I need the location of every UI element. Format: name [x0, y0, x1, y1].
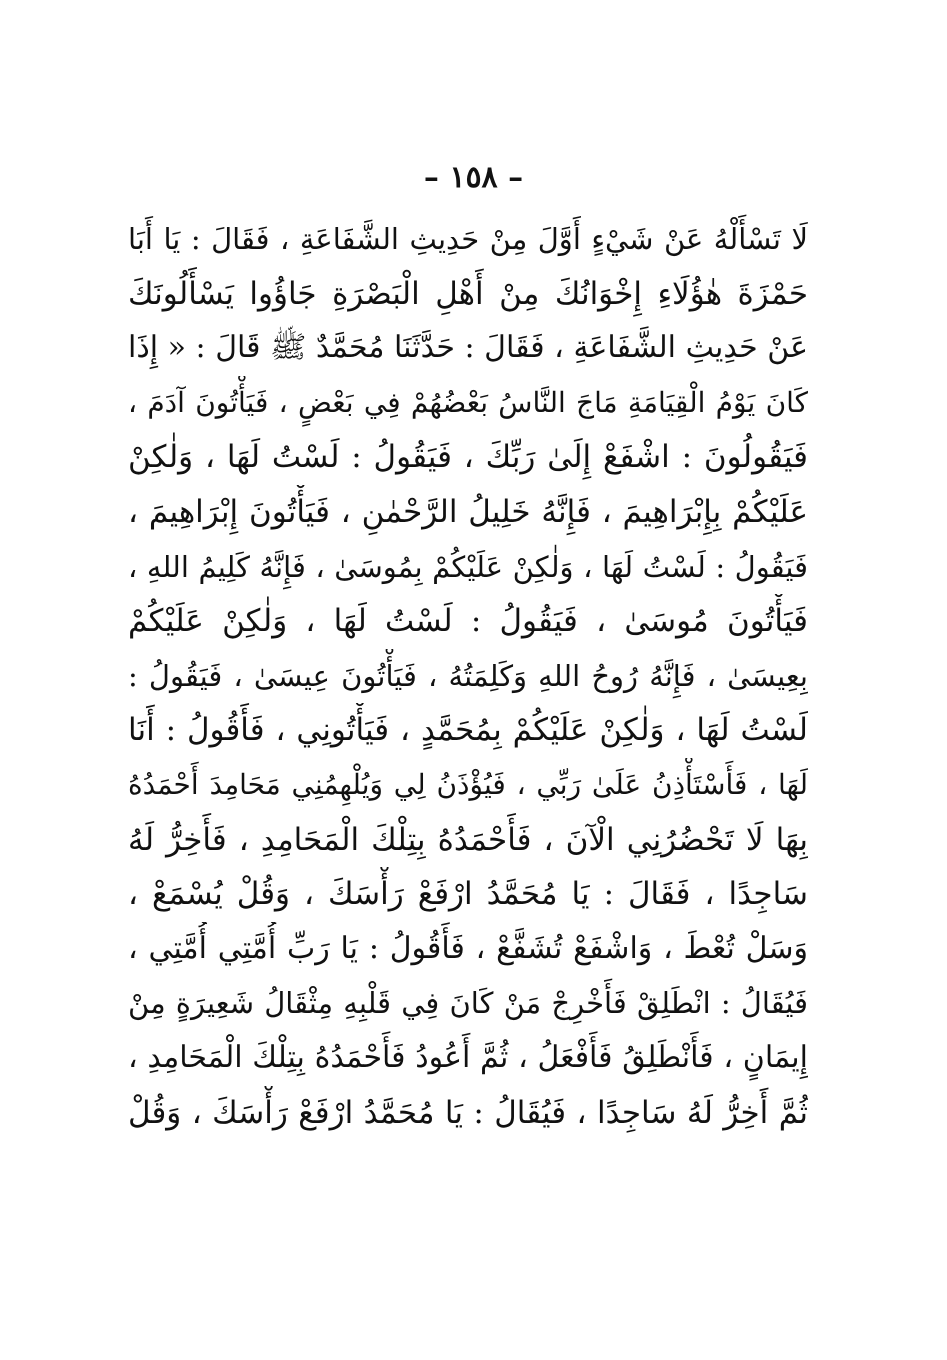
text-line: فَيَقُولُ : لَسْتُ لَهَا ، وَلٰكِنْ عَلَيْكُمْ بِمُوسَىٰ ، فَإِنَّهُ كَلِيمُ اللهِ ،	[128, 549, 808, 584]
text-line: بِعِيسَىٰ ، فَإِنَّهُ رُوحُ اللهِ وَكَلِمَتُهُ ، فَيَأْتُونَ عِيسَىٰ ، فَيَقُولُ :	[128, 658, 808, 693]
text-line: سَاجِدًا ، فَقَالَ : يَا مُحَمَّدُ ارْفَعْ رَأْسَكَ ، وَقُلْ يُسْمَعْ ،	[128, 876, 808, 913]
text-line: ثُمَّ أَخِرُّ لَهُ سَاجِدًا ، فَيُقَالُ : يَا مُحَمَّدُ ارْفَعْ رَأْسَكَ ، وَقُلْ	[128, 1094, 808, 1131]
text-line: كَانَ يَوْمُ الْقِيَامَةِ مَاجَ النَّاسُ بَعْضُهُمْ فِي بَعْضٍ ، فَيَأْتُونَ آدَمَ ،	[128, 385, 808, 419]
text-line: فَيَقُولُونَ : اشْفَعْ إِلَىٰ رَبِّكَ ، فَيَقُولُ : لَسْتُ لَهَا ، وَلٰكِنْ	[128, 439, 808, 476]
text-line: بِهَا لَا تَحْضُرُنِي الْآنَ ، فَأَحْمَدُهُ بِتِلْكَ الْمَحَامِدِ ، فَأَخِرُّ لَهُ	[128, 821, 808, 858]
page-number: – ١٥٨ –	[423, 160, 524, 195]
text-line: حَمْزَةَ هٰؤُلَاءِ إِخْوَانُكَ مِنْ أَهْلِ الْبَصْرَةِ جَاؤُوا يَسْأَلُونَكَ	[128, 275, 808, 312]
text-line: عَلَيْكُمْ بِإِبْرَاهِيمَ ، فَإِنَّهُ خَلِيلُ الرَّحْمٰنِ ، فَيَأْتُونَ إِبْرَاهِيمَ ،	[128, 493, 808, 530]
text-line: لَهَا ، فَأَسْتَأْذِنُ عَلَىٰ رَبِّي ، فَيُؤْذَنُ لِي وَيُلْهِمُنِي مَحَامِدَ أَحْمَدُهُ	[128, 767, 808, 801]
text-line: لَسْتُ لَهَا ، وَلٰكِنْ عَلَيْكُمْ بِمُحَمَّدٍ ، فَيَأْتُونِي ، فَأَقُولُ : أَنَا	[128, 712, 808, 749]
text-line: وَسَلْ تُعْطَ ، وَاشْفَعْ تُشَفَّعْ ، فَأَقُولُ : يَا رَبِّ أُمَّتِي أُمَّتِي ،	[128, 930, 808, 966]
text-line: فَيُقَالُ : انْطَلِقْ فَأَخْرِجْ مَنْ كَانَ فِي قَلْبِهِ مِثْقَالُ شَعِيرَةٍ مِنْ	[128, 986, 808, 1021]
text-line: فَيَأْتُونَ مُوسَىٰ ، فَيَقُولُ : لَسْتُ لَهَا ، وَلٰكِنْ عَلَيْكُمْ	[128, 603, 808, 640]
text-line: إِيمَانٍ ، فَأَنْطَلِقُ فَأَفْعَلُ ، ثُمَّ أَعُودُ فَأَحْمَدُهُ بِتِلْكَ الْمَحَامِدِ ،	[128, 1039, 808, 1075]
text-line: عَنْ حَدِيثِ الشَّفَاعَةِ ، فَقَالَ : حَدَّثَنَا مُحَمَّدٌ ﷺ قَالَ : « إِذَا	[128, 330, 808, 366]
text-line: لَا تَسْأَلْهُ عَنْ شَيْءٍ أَوَّلَ مِنْ حَدِيثِ الشَّفَاعَةِ ، فَقَالَ : يَا أَبَا	[128, 222, 808, 256]
body-text	[128, 212, 808, 1140]
